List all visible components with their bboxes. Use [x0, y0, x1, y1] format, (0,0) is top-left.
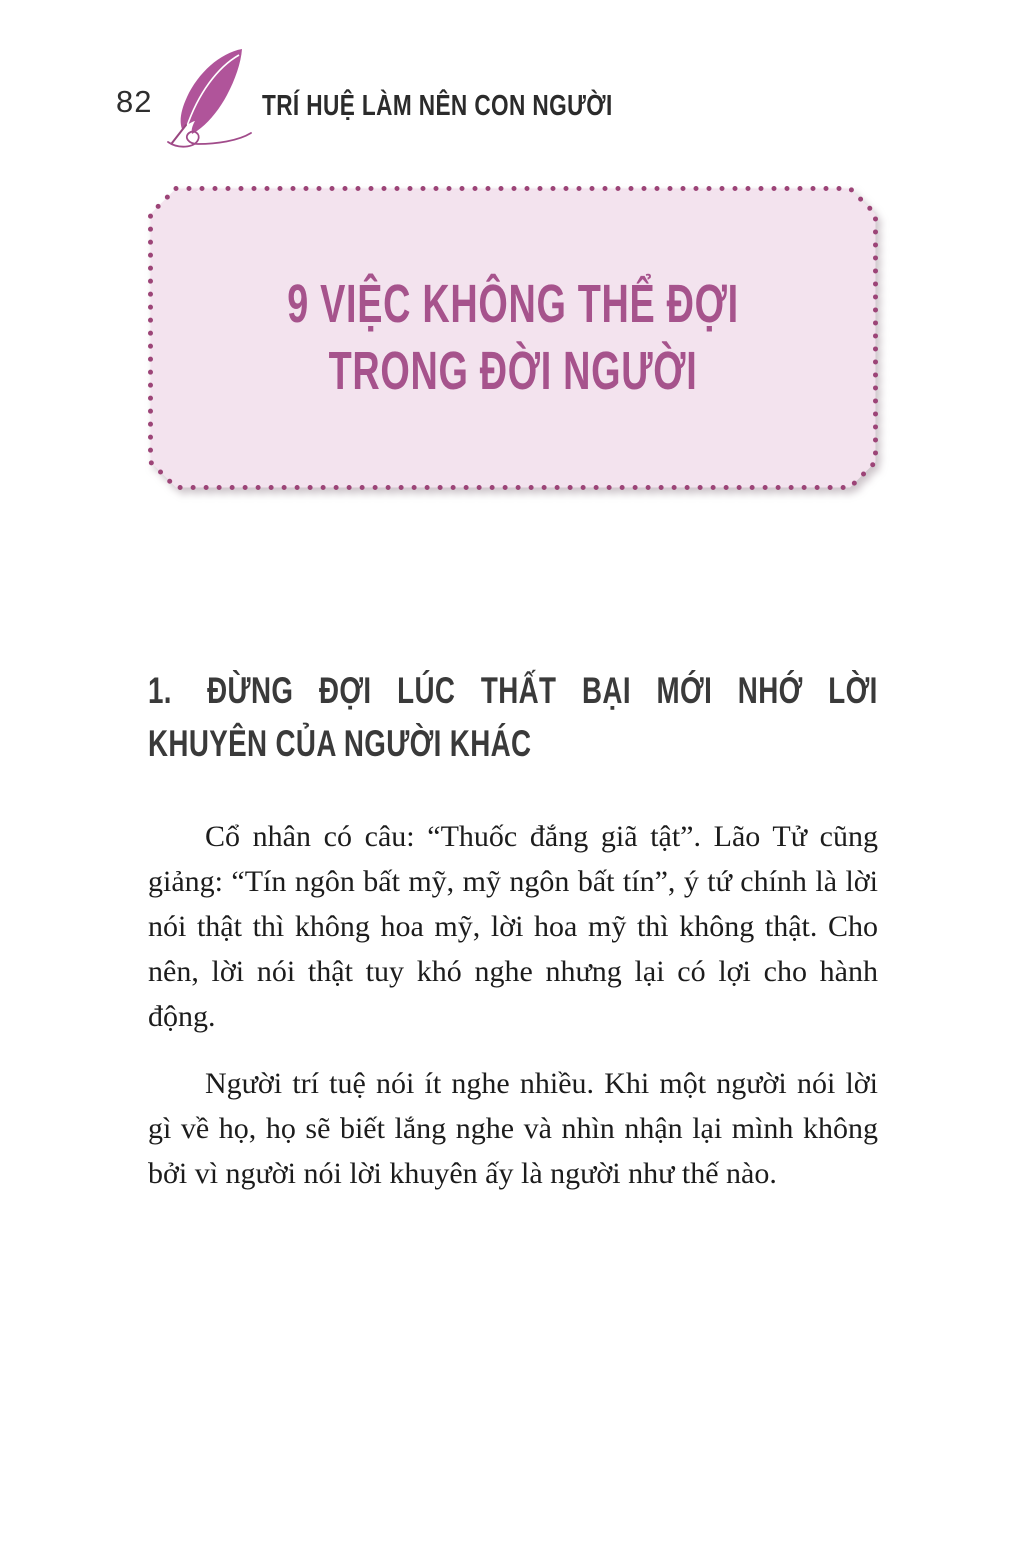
chapter-title-box: [148, 186, 878, 490]
feather-nib: [172, 125, 186, 143]
feather-blade: [181, 49, 242, 134]
chapter-title: [258, 186, 769, 490]
section-number: 1.: [148, 670, 172, 711]
chapter-title-line1: 9 VIỆC KHÔNG THỂ ĐỢI: [287, 274, 739, 334]
feather-quill-svg: [158, 44, 258, 154]
feather-quill-icon: [158, 44, 258, 154]
body-copy: [148, 800, 878, 1196]
page-number: 82: [116, 84, 153, 119]
paragraph: Cổ nhân có câu: “Thuốc đắng giã tật”. Lão Tử cũng giảng: “Tín ngôn bất mỹ, mỹ ngôn bất tín”, ý tứ chính là lời nói thật thì không hoa mỹ, lời hoa mỹ thì không thật. Cho nên, lời nói thật tuy khó nghe nhưng lại có lợi cho hành động.: [148, 820, 878, 1033]
section-heading-text: ĐỪNG ĐỢI LÚC THẤT BẠI MỚI NHỚ LỜI KHUYÊN CỦA NGƯỜI KHÁC: [148, 670, 878, 764]
section-heading: [148, 664, 878, 770]
chapter-title-line2: TRONG ĐỜI NGƯỜI: [328, 341, 698, 401]
paragraph: Người trí tuệ nói ít nghe nhiều. Khi một người nói lời gì về họ, họ sẽ biết lắng nghe và nhìn nhận lại mình không bởi vì người nói lời khuyên ấy là người như thế nào.: [148, 1067, 878, 1190]
feather-swirl: [168, 132, 251, 147]
book-title: TRÍ HUỆ LÀM NÊN CON NGƯỜI: [262, 90, 613, 122]
page-header: [0, 0, 1024, 170]
